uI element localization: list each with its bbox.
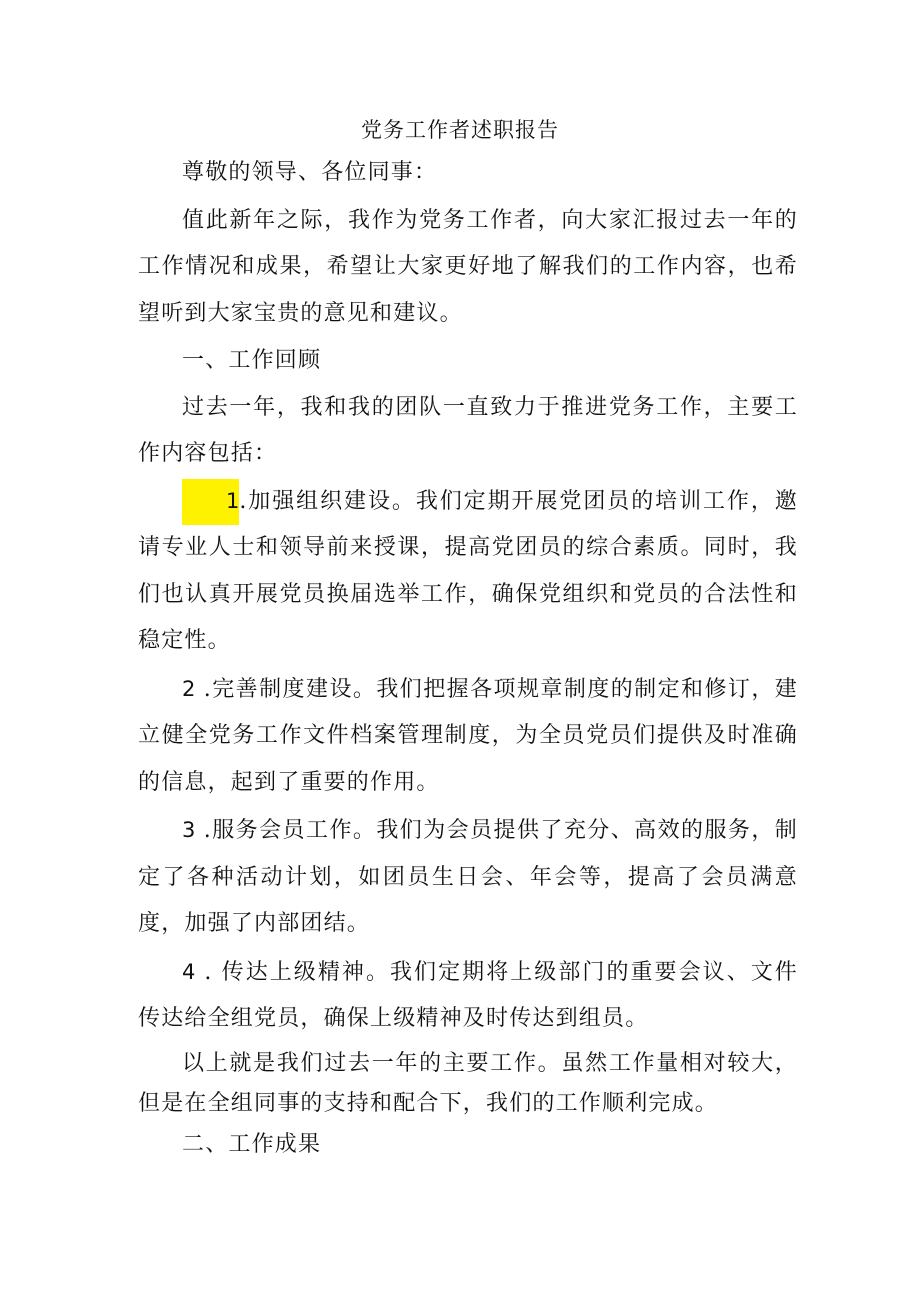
list-item-4-text: . 传达上级精神。我们定期将上级部门的重要会议、文件传达给全组党员，确保上级精神及时传达到组员。 [138, 959, 798, 1031]
summary-paragraph: 以上就是我们过去一年的主要工作。虽然工作量相对较大，但是在全组同事的支持和配合下，我们的工作顺利完成。 [138, 1050, 798, 1116]
greeting: 尊敬的领导、各位同事： [182, 160, 438, 185]
list-item-2-number: 2 [182, 676, 196, 701]
list-item-4 [138, 949, 798, 1043]
section-1-heading: 一、工作回顾 [182, 348, 322, 373]
list-item-1-text: .加强组织建设。我们定期开展党团员的培训工作，邀请专业人士和领导前来授课，提高党团员的综合素质。同时，我们也认真开展党员换届选举工作，确保党组织和党员的合法性和稳定性。 [138, 488, 798, 653]
list-item-2-text: .完善制度建设。我们把握各项规章制度的制定和修订，建立健全党务工作文件档案管理制度，为全员党员们提供及时准确的信息，起到了重要的作用。 [138, 676, 798, 795]
list-item-3-number: 3 [182, 818, 196, 842]
intro-paragraph: 值此新年之际，我作为党务工作者，向大家汇报过去一年的工作情况和成果，希望让大家更好地了解我们的工作内容，也希望听到大家宝贵的意见和建议。 [138, 207, 798, 326]
section-1-intro: 过去一年，我和我的团队一直致力于推进党务工作，主要工作内容包括： [138, 394, 798, 466]
list-item-4-number: 4 [182, 959, 196, 984]
list-item-1 [138, 479, 798, 665]
document-body [138, 150, 798, 1165]
list-item-3 [138, 807, 798, 948]
list-item-2 [138, 666, 798, 807]
list-item-1-number: 1 [182, 479, 239, 525]
document-title: 党务工作者述职报告 [361, 118, 559, 142]
list-item-3-text: .服务会员工作。我们为会员提供了充分、高效的服务，制定了各种活动计划，如团员生日会、年会等，提高了会员满意度，加强了内部团结。 [138, 818, 798, 936]
section-2-heading: 二、工作成果 [182, 1131, 322, 1157]
